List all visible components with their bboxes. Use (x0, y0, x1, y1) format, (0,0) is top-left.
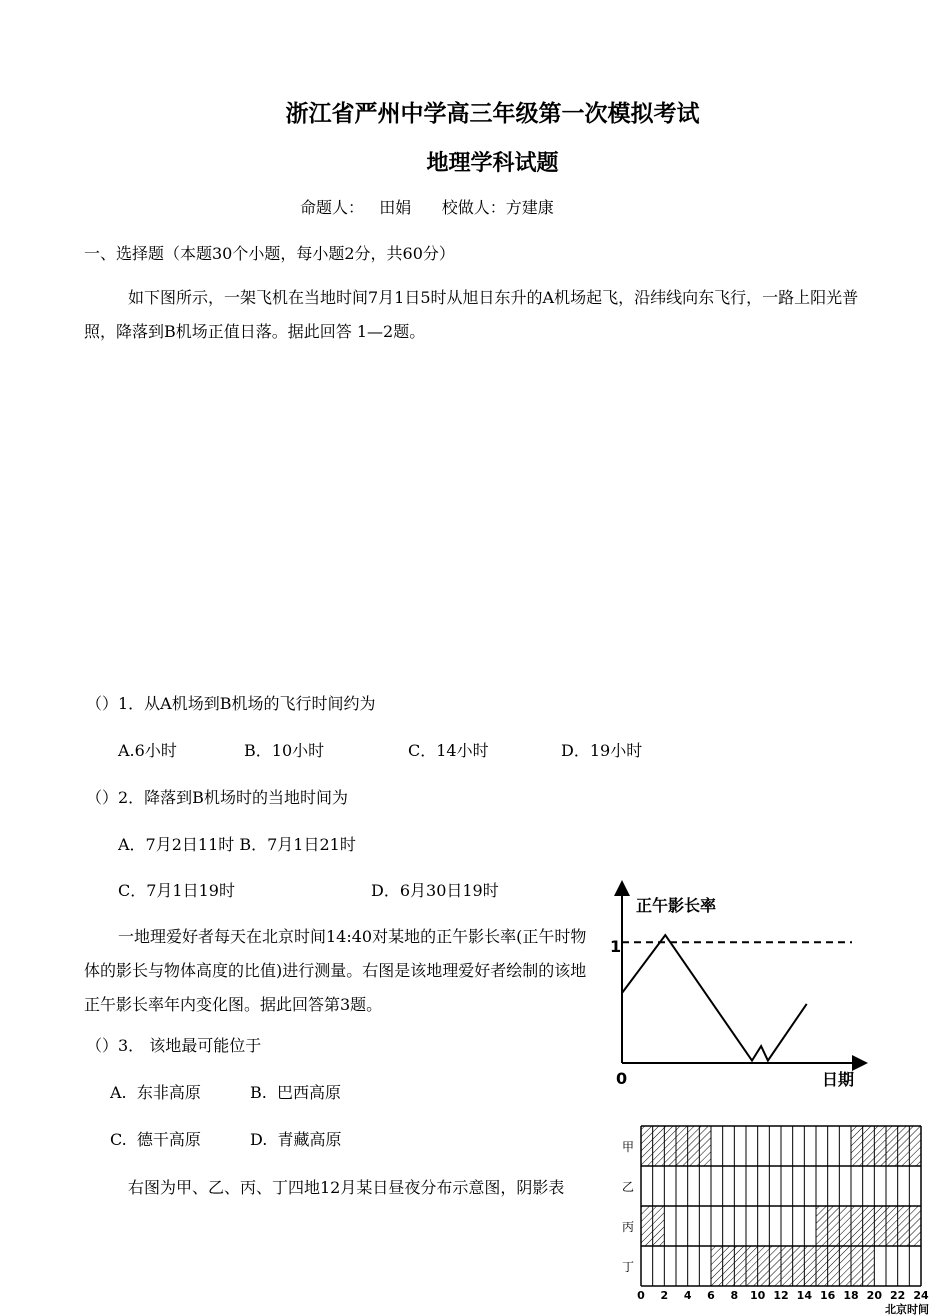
q2-option-d: D．6月30日19时 (371, 881, 499, 900)
x-tick-label: 0 (637, 1289, 645, 1302)
shadow-ratio-series (622, 935, 807, 1061)
x-tick-label: 12 (773, 1289, 789, 1302)
x-tick-label: 6 (707, 1289, 715, 1302)
x-tick-label: 10 (750, 1289, 766, 1302)
y-axis-label: 正午影长率 (636, 896, 717, 915)
row-label: 丁 (622, 1260, 635, 1274)
x-tick-label: 14 (796, 1289, 812, 1302)
shadow-ratio-chart (600, 880, 880, 1095)
q3-option-d: D. 青藏高原 (250, 1130, 342, 1149)
exam-title: 浙江省严州中学高三年级第一次模拟考试 (285, 100, 700, 127)
x-tick-label: 22 (890, 1289, 906, 1302)
x-tick-label: 24 (913, 1289, 929, 1302)
x-tick-label: 4 (683, 1289, 692, 1302)
question-2-stem: （）2．降落到B机场时的当地时间为 (86, 788, 348, 807)
x-tick-label: 20 (866, 1289, 882, 1302)
q2-option-ab: A．7月2日11时 B．7月1日21时 (118, 835, 356, 854)
passage-4: 右图为甲、乙、丙、丁四地12月某日昼夜分布示意图，阴影表 (128, 1178, 565, 1197)
row-label: 乙 (622, 1180, 635, 1194)
origin-label: 0 (616, 1069, 628, 1088)
q1-option-d: D．19小时 (561, 741, 643, 760)
intro-paragraph: 如下图所示，一架飞机在当地时间7月1日5时从旭日东升的A机场起飞，沿纬线向东飞行，一路上阳光普照，降落到B机场正值日落。据此回答 1—2题。 (84, 288, 859, 341)
x-axis-label: 北京时间 (885, 1303, 929, 1316)
x-tick-label: 16 (820, 1289, 836, 1302)
x-tick-label: 2 (660, 1289, 669, 1302)
reference-tick-label: 1 (610, 937, 622, 956)
q3-option-b: B. 巴西高原 (250, 1083, 342, 1102)
q1-option-b: B．10小时 (244, 741, 325, 760)
day-night-chart (610, 1118, 940, 1316)
question-3-stem: （）3． 该地最可能位于 (86, 1036, 262, 1055)
exam-subtitle: 地理学科试题 (426, 150, 559, 176)
passage-3: 一地理爱好者每天在北京时间14:40对某地的正午影长率(正午时物体的影长与物体高度的比值)进行测量。右图是该地理爱好者绘制的该地正午影长率年内变化图。据此回答第3题。 (84, 927, 587, 1014)
row-label: 甲 (622, 1140, 635, 1154)
exam-authors: 命题人： 田娟 校做人：方建康 (300, 198, 554, 217)
q1-option-a: A.6小时 (118, 741, 177, 760)
night-band (816, 1206, 921, 1246)
x-axis-label: 日期 (822, 1070, 855, 1089)
row-label: 丙 (622, 1220, 635, 1234)
section-heading: 一、选择题（本题30个小题，每小题2分，共60分） (84, 244, 455, 263)
q1-option-c: C．14小时 (408, 741, 489, 760)
q3-option-c: C. 德干高原 (110, 1130, 201, 1149)
q2-option-c: C．7月1日19时 (118, 881, 235, 900)
x-tick-label: 18 (843, 1289, 859, 1302)
x-tick-label: 8 (730, 1289, 739, 1302)
q3-option-a: A. 东非高原 (110, 1083, 201, 1102)
question-1-stem: （）1．从A机场到B机场的飞行时间约为 (86, 694, 376, 713)
